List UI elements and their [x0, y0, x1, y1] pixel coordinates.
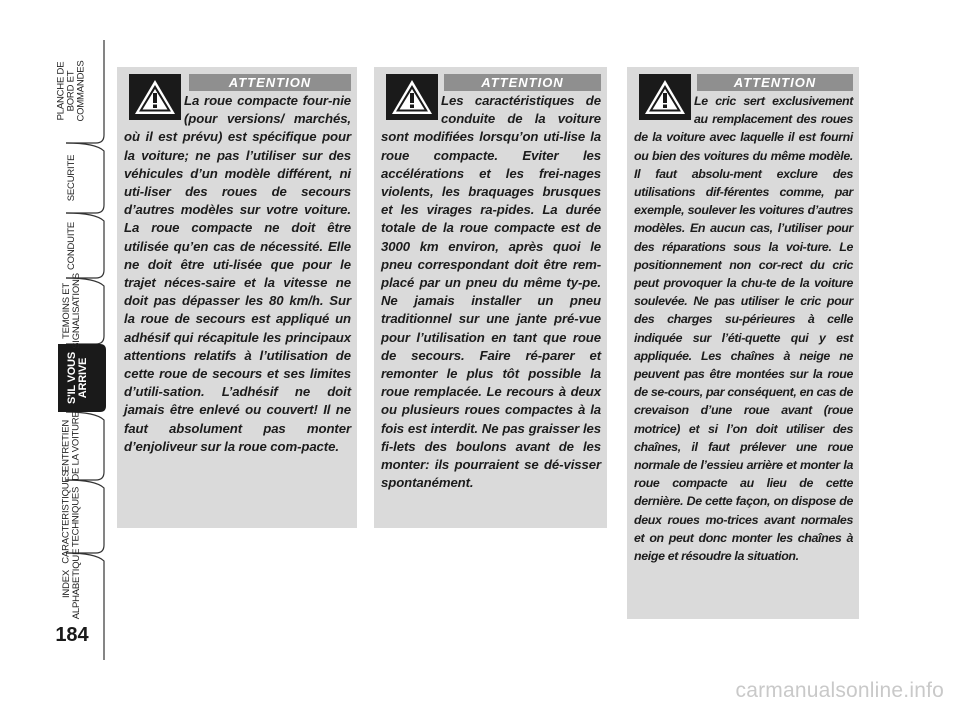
attention-banner: ATTENTION [697, 74, 853, 91]
tab-entretien[interactable] [40, 411, 104, 481]
page-number: 184 [55, 624, 89, 646]
watermark: carmanualsonline.info [735, 679, 944, 702]
tab-label: CARACTERISTIQUES TECHNIQUES [61, 469, 82, 564]
attention-banner: ATTENTION [189, 74, 351, 91]
tab-caracteristiques[interactable] [40, 469, 104, 564]
tab-label: S'IL VOUS ARRIVE [66, 352, 89, 404]
tab-label: PLANCHE DE BORD ET COMMANDES [55, 60, 87, 122]
tab-securite[interactable] [40, 145, 104, 211]
tab-sil-vous-arrive[interactable] [46, 346, 110, 410]
tab-temoins-signalisations[interactable] [40, 273, 104, 349]
warning-text: La roue compacte four-nie (pour versions/ marchés, où il est prévu) est spécifique pour la voiture; ne pas l’utiliser sur des véhicules d’un modèle différent, ni uti-liser des roues de secours d’autres modèles sur votre voiture. La roue compacte ne doit être utilisée qu’en cas de nécessité. Elle ne doit être uti-lisée que pour le trajet néces-saire et la vitesse ne doit pas dépasser les 80 km/h. Sur la roue de secours est appliqué un adhésif qui récapitule les principaux attentions relatifs à l’utilisation de cette roue de secours et ses limites d’utili-sation. L’adhésif ne doit jamais être enlevé ou couvert! Il ne faut absolument pas monter d’enjoliveur sur la roue com-pacte. [124, 93, 351, 454]
tab-label: INDEX ALPHABETIQUE [61, 548, 82, 620]
tab-label: CONDUITE [65, 221, 77, 270]
attention-banner: ATTENTION [444, 74, 601, 91]
tab-index[interactable] [40, 548, 104, 620]
tab-label: ENTRETIEN DE LA VOITURE [61, 411, 83, 481]
tab-label: SECURITE [66, 154, 77, 202]
tab-conduite[interactable] [40, 215, 104, 276]
warning-box-compact-wheel [117, 67, 357, 528]
chapter-tabs [0, 0, 110, 709]
tab-planche-de-bord[interactable] [40, 42, 104, 140]
warning-text: Le cric sert exclusivement au remplacement des roues de la voiture avec laquelle il est fourni ou bien des voitures du même modèle. Il faut absolu-ment exclure des utilisations dif-férentes comme, par exemple, soulever les voitures d’autres modèles. En aucun cas, l’utiliser pour des réparations sous la voi-ture. Le positionnement non cor-rect du cric peut provoquer la chu-te de la voiture soulevée. Ne pas utiliser le cric pour des charges su-périeures à celle indiquée sur l’éti-quette qui y est appliquée. Les chaînes à neige ne peuvent pas être montées sur la roue de se-cours, par conséquent, en cas de crevaison d’une roue avant (roue motrice) et si l’on doit utiliser des chaînes, il faut prélever une roue normale de l’essieu arrière et monter la roue compacte au lieu de cette dernière. De cette façon, on dispose de deux roues mo-trices avant normales et on peut donc monter les chaînes à neige et résoudre la situation. [634, 94, 853, 564]
tab-label: TEMOINS ET SIGNALISATIONS [61, 273, 82, 349]
warning-box-driving [374, 67, 607, 528]
warning-text: Les caractéristiques de conduite de la voiture sont modifiées lorsqu’on uti-lise la roue compacte. Eviter les accélérations et les frei-nages violents, les braquages brusques et les virages ra-pides. La durée totale de la roue compacte est de 3000 km environ, après quoi le pneu correspondant doit être rem-placé par un pneu du même ty-pe. Ne jamais installer un pneu traditionnel sur une jante pré-vue pour l’utilisation en tant que roue de secours. Faire ré-parer et remonter le plus tôt possible la roue remplacée. Le recours à deux ou plusieurs roues compactes à la fois est interdit. Ne pas graisser les fi-lets des boulons avant de les monter: ils pourraient se dé-visser spontanément. [381, 93, 601, 491]
warning-box-jack [627, 67, 859, 619]
